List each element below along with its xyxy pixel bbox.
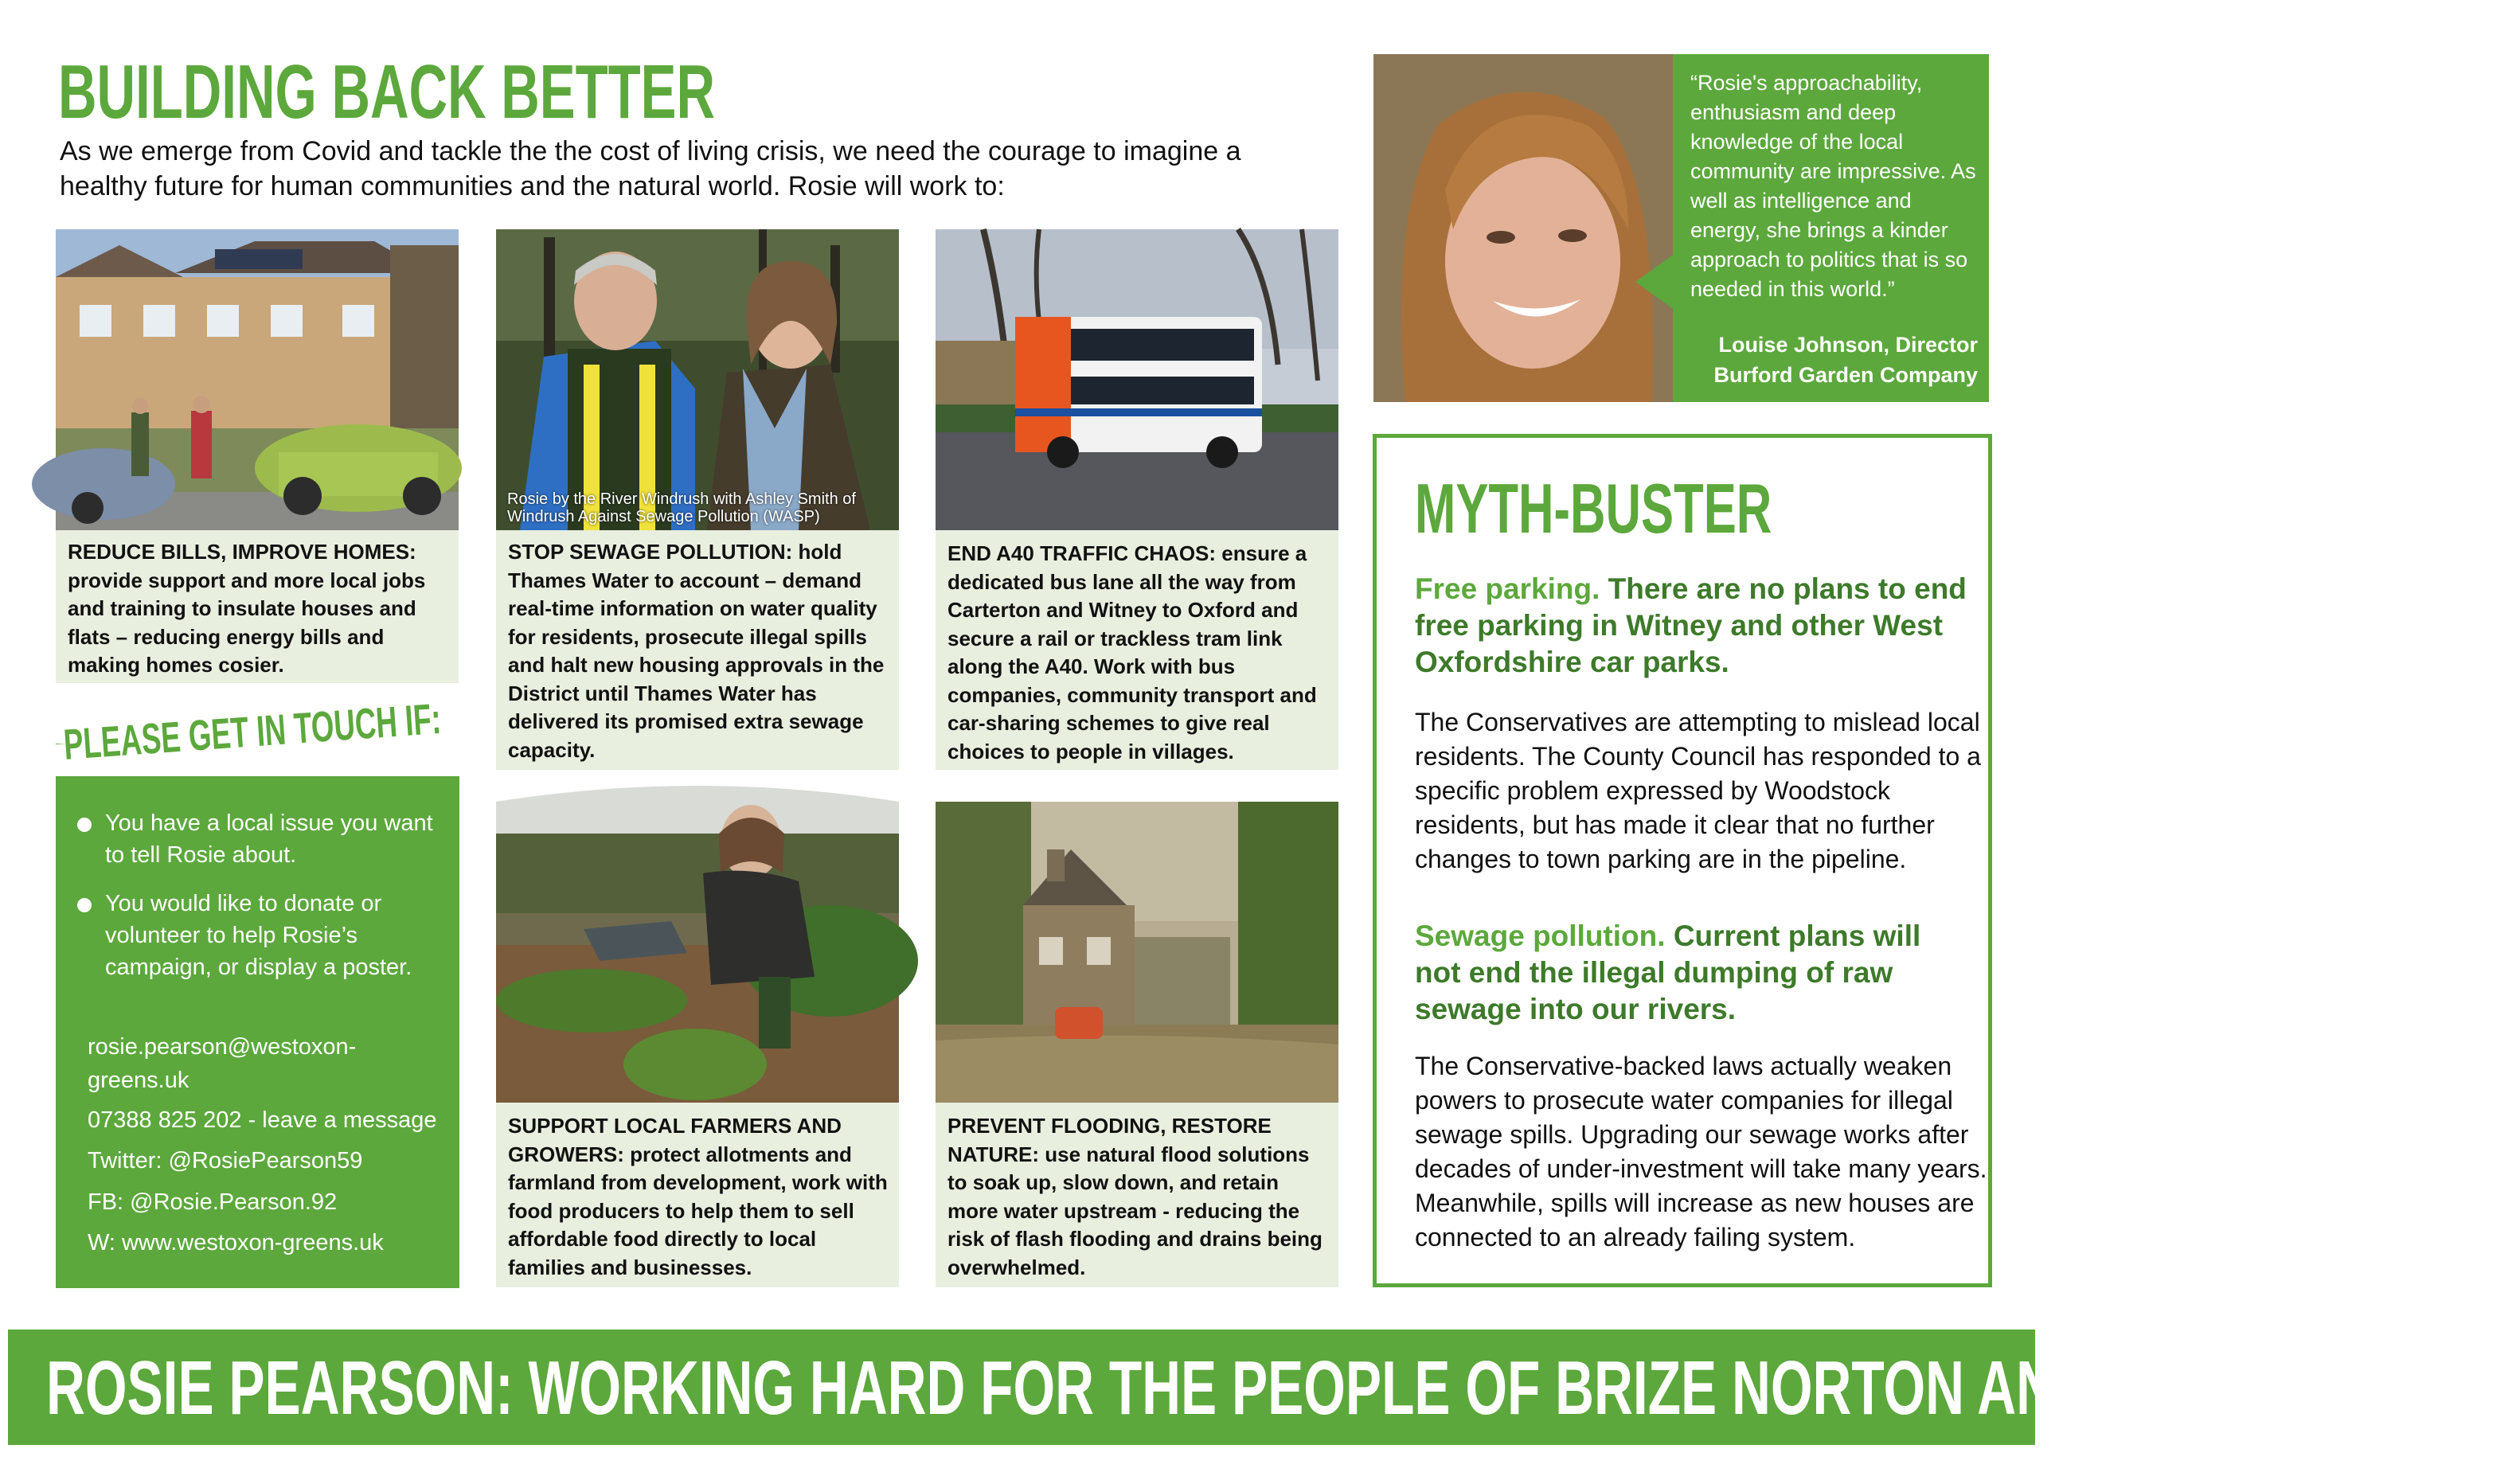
myth-claim: Current plans will not end the illegal dumping of raw sewage into our rivers. [1415, 920, 1921, 1025]
testimonial-author-name: Louise Johnson, Director [1718, 333, 1978, 357]
testimonial-text: “Rosie's approachability, enthusiasm and deep knowledge of the local community are impressive. As well as intelligence and energy, she brings a kinder approach to politics that is so needed in this world.” [1690, 71, 1976, 301]
river-windrush-photo [496, 229, 899, 530]
myth-buster-title: MYTH-BUSTER [1415, 469, 1772, 548]
myth-buster-box [1373, 434, 1992, 1287]
contact-heading: PLEASE GET IN TOUCH IF: [62, 694, 443, 769]
intro-paragraph: As we emerge from Covid and tackle the the cost of living crisis, we need the courage to imagine a healthy future for human communities and the natural world. Rosie will work to: [60, 136, 1241, 201]
card-text: PREVENT FLOODING, RESTORE NATURE: use natural flood solutions to soak up, slow down, and retain more water upstream - reducing the risk of flash flooding and drains being overwhelmed. [947, 1114, 1323, 1279]
contact-facebook[interactable]: FB: @Rosie.Pearson.92 [88, 1189, 338, 1215]
double-decker-bus-photo [936, 229, 1338, 530]
myth-lead: Sewage pollution. [1415, 920, 1666, 952]
contact-email[interactable]: rosie.pearson@westoxon-greens.uk [88, 1034, 357, 1093]
quote-pointer-shape [1635, 253, 1675, 310]
contact-bullet: You have a local issue you want to tell Rosie about. [105, 807, 447, 871]
houses-with-solar-panels-photo [56, 229, 459, 530]
card-prevent-flooding [936, 802, 1338, 1287]
flooded-street-photo [936, 802, 1338, 1103]
allotment-photo [496, 802, 899, 1103]
page-title: BUILDING BACK BETTER [58, 49, 716, 135]
card-stop-sewage [496, 229, 899, 770]
bullet-dot-icon [77, 818, 92, 832]
myth-body-parking: The Conservatives are attempting to mislead local residents. The County Council has responded to a specific problem expressed by Woodstock residents, but has made it clear that no further changes to town parking are in the pipeline. [1415, 708, 1981, 873]
card-text: END A40 TRAFFIC CHAOS: ensure a dedicated bus lane all the way from Carterton and Witney to Oxford and secure a rail or trackless tram link along the A40. Work with bus companies, community transport and car-sharing schemes to give real choices to people in villages. [947, 541, 1317, 763]
card-local-farmers [496, 802, 899, 1287]
myth-headline-parking [1415, 571, 1972, 681]
bullet-dot-icon [77, 898, 92, 912]
card-text: STOP SEWAGE POLLUTION: hold Thames Water to account – demand real-time information on water quality for residents, prosecute illegal spills and halt new housing approvals in the District until Thames Water has delivered its promised extra sewage capacity. [508, 540, 885, 762]
testimonial-author [1675, 330, 1978, 390]
card-a40-traffic [936, 229, 1338, 770]
footer-banner [8, 1330, 2520, 1445]
myth-headline-sewage [1415, 918, 1972, 1028]
contact-website[interactable]: W: www.westoxon-greens.uk [88, 1230, 384, 1255]
testimonial-author-org: Burford Garden Company [1713, 363, 1978, 387]
footer-text: ROSIE PEARSON: WORKING HARD FOR THE PEOPLE OF BRIZE NORTON AND SHILTON WARD [46, 1345, 2520, 1431]
contact-panel [56, 744, 459, 1288]
card-reduce-bills [56, 229, 459, 683]
myth-lead: Free parking. [1415, 572, 1600, 605]
contact-twitter[interactable]: Twitter: @RosiePearson59 [88, 1148, 363, 1173]
contact-phone: 07388 825 202 - leave a message [88, 1107, 437, 1133]
contact-bullet: You would like to donate or volunteer to help Rosie’s campaign, or display a poster. [105, 888, 447, 983]
card-text: REDUCE BILLS, IMPROVE HOMES: provide support and more local jobs and training to insulate houses and flats – reducing energy bills and making homes cosier. [68, 540, 426, 677]
louise-johnson-portrait-photo [1373, 54, 1673, 402]
card-text: SUPPORT LOCAL FARMERS AND GROWERS: protect allotments and farmland from development, work with food producers to help them to sell affordable food directly to local families and businesses. [508, 1114, 888, 1279]
myth-claim: There are no plans to end free parking in Witney and other West Oxfordshire car parks. [1415, 572, 1967, 678]
photo-caption-overlay: Rosie by the River Windrush with Ashley Smith of Windrush Against Sewage Pollution (WASP) [507, 490, 856, 525]
myth-body-sewage: The Conservative-backed laws actually weaken powers to prosecute water companies for illegal sewage spills. Upgrading our sewage works after decades of under-investment will take many years. Meanwhile, spills will increase as new houses are connected to an already failing system. [1415, 1052, 1987, 1251]
testimonial-box [1673, 54, 1989, 402]
